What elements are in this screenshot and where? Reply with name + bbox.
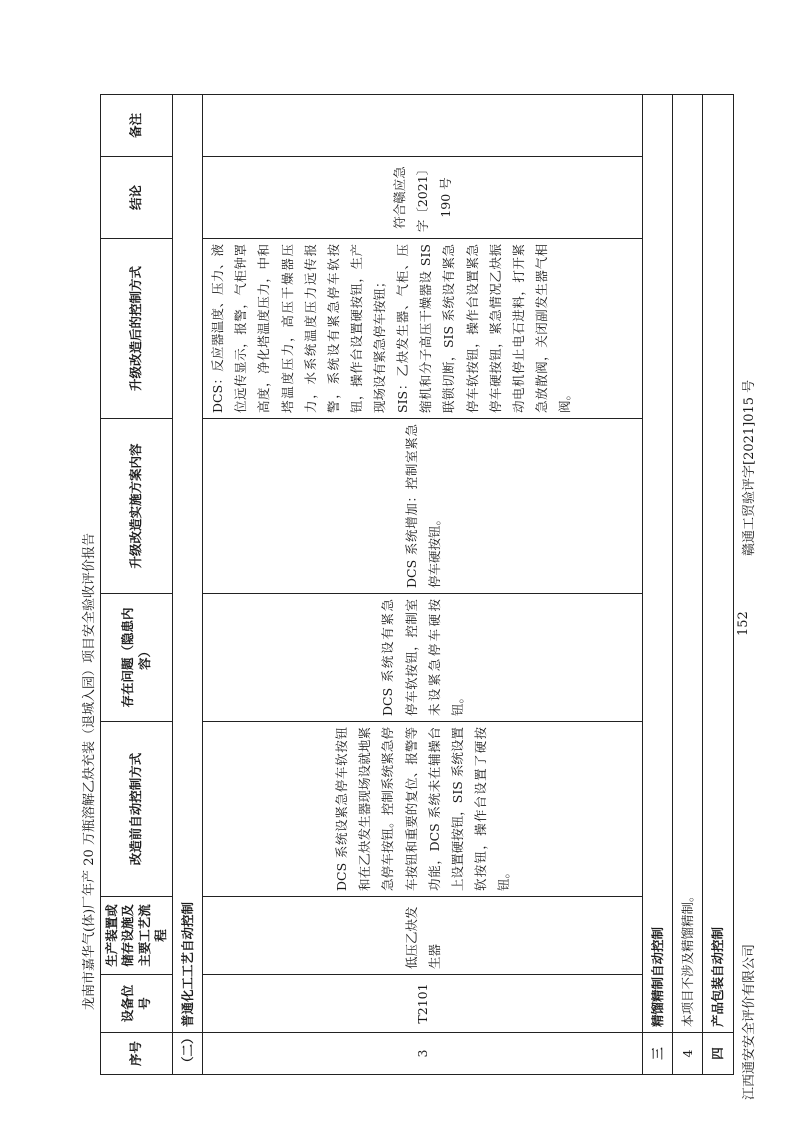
section-row [173, 95, 203, 1075]
row-after-sis: SIS：乙炔发生器、气柜、压缩机和分子高压干燥器设 SIS 联锁切断，SIS 系统设有紧急停车软按钮，操作台设置紧急停车硬按钮，紧急情况乙炔振动电机停止电石进料，打开紧急放散阀，关闭副发生器气相阀。 [395, 244, 572, 413]
header-plan: 升级改造实施方案内容 [101, 419, 173, 594]
header-conclusion: 结论 [101, 157, 173, 239]
table-header-row [101, 95, 173, 1075]
header-problem: 存在问题（隐患内容） [101, 594, 173, 722]
section-seq: 三 [643, 1033, 673, 1075]
section-seq: 四 [703, 1033, 733, 1075]
header-seq: 序号 [101, 1033, 173, 1075]
row-after-dcs: DCS：反应器温度、压力、液位远传显示，报警，气柜钟罩高度，净化塔温度压力，中和塔温度压力，高压干燥器压力，水系统温度压力远传报警，系统设有紧急停车软按钮，操作台设置硬按钮，生产现场设有紧急停车按钮； [210, 244, 387, 413]
section-row [643, 95, 673, 1075]
row-after [203, 239, 643, 419]
row-remark [203, 95, 643, 157]
section-title: 精馏精制自动控制 [643, 95, 673, 1033]
row-device-name: 低压乙炔发生器 [203, 897, 643, 975]
footer-reference: 赣通工贸验评字[2021]015 号 [742, 379, 757, 556]
page-number: 152 [736, 611, 751, 636]
header-before: 改造前自动控制方式 [101, 722, 173, 897]
table-row [203, 95, 643, 1075]
section-row [703, 95, 733, 1075]
row-before: DCS 系统设紧急停车软按钮和在乙炔发生器现场设就地紧急停车按钮。控制系统紧急停车按钮和重要的复位、报警等功能，DCS 系统未在辅操台上设置硬按钮，SIS 系统设置软按钮，操作台设置了硬按钮。 [203, 722, 643, 897]
row-device-no: T2101 [203, 975, 643, 1033]
control-table [100, 95, 726, 1075]
row-conclusion: 符合赣应急字〔2021〕190 号 [203, 157, 643, 239]
header-remark: 备注 [101, 95, 173, 157]
row-seq: 3 [203, 1033, 643, 1075]
footer-company: 江西通安安全评价有限公司 [742, 943, 757, 1100]
report-header-title: 龙南市嘉华气(体)厂年产 20 万瓶溶解乙炔充装（退城入园）项目安全验收评价报告 [82, 533, 97, 1010]
row-seq: 4 [673, 1033, 703, 1075]
row-note: 本项目不涉及精馏精制。 [673, 95, 703, 1033]
section-title: 产品包装自动控制 [703, 95, 733, 1033]
row-problem: DCS 系统设有紧急停车软按钮，控制室未设紧急停车硬按钮。 [203, 594, 643, 722]
header-device-no: 设备位号 [101, 975, 173, 1033]
row-plan: DCS 系统增加：控制室紧急停车硬按钮。 [203, 419, 643, 594]
section-seq: （二） [173, 1033, 203, 1075]
header-after: 升级改造后的控制方式 [101, 239, 173, 419]
header-device-name: 生产装置或储存设施及主要工艺流程 [101, 897, 173, 975]
section-title: 普通化工工艺自动控制 [173, 95, 203, 1033]
table-row [673, 95, 703, 1075]
